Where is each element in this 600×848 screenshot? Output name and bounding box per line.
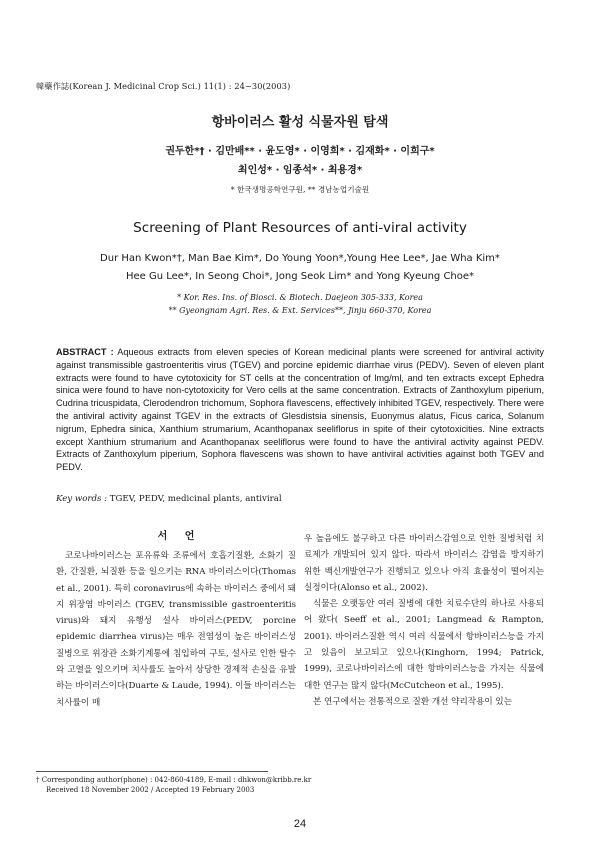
body-paragraph: 코로나바이러스는 포유류와 조류에서 호흡기질환, 소화기 질환, 간질환, 뇌질환 등을 일으키는 RNA 바이러스이다(Thomas et al., 2001). 특히 coronavirus에 속하는 바이러스 중에서 돼지 위장염 바이러스 (TGEV, transmissible gastroenteritis virus)와 돼지 유행성 설사 바이러스(PEDV, porcine epidemic diarrhea virus)는 매우 전염성이 높은 바이러스성 질병으로 위장관 소화기계통에 침입하여 구토, 설사로 인한 탈수와 고열을 일으키며 치사률도 높아서 상당한 경제적 손실을 유발하는 바이러스이다(Duarte & Laude, 1994). 이들 바이러스는 치사률이 매 [56, 551, 296, 708]
footnote-corresponding-author: † Corresponding author(phone) : 042-860-4189, E-mail : dhkwon@kribb.re.kr [36, 776, 312, 784]
footnote [36, 775, 556, 796]
body-column-left [56, 548, 296, 711]
korean-title: 항바이러스 활성 식물자원 탐색 [211, 115, 389, 130]
body-paragraph: 본 연구에서는 전통적으로 질환 개선 약리작용이 있는 [313, 696, 513, 707]
abstract [56, 346, 544, 474]
body-paragraph: 식물은 오랫동안 여러 질병에 대한 치료수단의 하나로 사용되어 왔다( Seeff et al., 2001; Langmead & Rampton, 2001). 바이러스질환 역시 여러 식물에서 항바이러스능을 가지고 있음이 보고되고 있으나(Kinghorn, 1994; Patrick, 1999), 코로나바이러스에 대한 항바이러스능을 가지는 식물에 대한 연구는 많지 않다(McCutcheon et al., 1995). [304, 599, 544, 691]
korean-affiliation: * 한국생명공학연구원, ** 경남농업기술원 [230, 185, 370, 194]
korean-authors-line1: 권두한*† · 김만배** · 윤도영* · 이영희* · 김재화* · 이희구* [165, 146, 435, 157]
journal-citation: 韓藥作誌(Korean J. Medicinal Crop Sci.) 11(1) : 24~30(2003) [36, 81, 291, 91]
section-title-introduction: 서 언 [157, 531, 195, 542]
footnote-divider [36, 771, 268, 772]
english-affiliation [0, 291, 600, 317]
english-title: Screening of Plant Resources of anti-viral activity [133, 220, 467, 236]
body-column-right [304, 531, 544, 710]
keywords [56, 494, 544, 504]
footnote-received-dates: Received 18 November 2002 / Accepted 19 February 2003 [46, 786, 255, 795]
english-authors-line1: Dur Han Kwon*†, Man Bae Kim*, Do Young Yoon*,Young Hee Lee*, Jae Wha Kim* [100, 253, 500, 264]
keywords-text: TGEV, PEDV, medicinal plants, antiviral [109, 494, 282, 504]
english-affiliation-2: ** Gyeongnam Agri. Res. & Ext. Services**, Jinju 660-370, Korea [168, 306, 432, 315]
body-paragraph: 우 높음에도 불구하고 다른 바이러스감염으로 인한 질병처럼 치료제가 개발되어 있지 않다. 따라서 바이러스 감염을 방지하기 위한 백신개발연구가 진행되고 있으나 아직 효율성이 떨어지는 실정이다(Alonso et al., 2002). [304, 534, 544, 593]
english-authors [0, 250, 600, 286]
korean-authors-line2: 최인성* · 임종석* · 최용경* [237, 165, 363, 176]
abstract-label: ABSTRACT : [56, 347, 114, 357]
keywords-label: Key words : [56, 494, 108, 504]
abstract-text: Aqueous extracts from eleven species of Korean medicinal plants were screened for antiviral activity against transmissible gastroenteritis virus (TGEV) and porcine epidemic diarrhae virus (PEDV). Seven of eleven plant extracts were found to have cytotoxicity for ST cells at the concentration of lmg/ml, and ten extracts except Ephedra sinica were found to have non-cytotoxicity for Vero cells at the same concentration. Extracts of Zanthoxylum piperium, Cudrina tricuspidata, Clerodendron trichomum, Sophora flavescens, effectively inhibited TGEV, respectively. There were the antiviral activity against TGEV in the extracts of Glesdistsia sinensis, Euonymus alatus, Ficus carica, Solanum nigrum, Ephedra sinica, Xanthium strumarium, Acanthopanax seeliflorus in spite of their cytotoxicities. Nine extracts except Xanthium strumarium and Acanthopanax seeliflorus were found to have the antiviral activity against PEDV. Extracts of Zanthoxylum piperium, Sophora flavescens was shown to have antiviral activities against both TGEV and PEDV. [56, 347, 545, 473]
english-authors-line2: Hee Gu Lee*, In Seong Choi*, Jong Seok Lim* and Yong Kyeung Choe* [125, 271, 475, 282]
korean-authors [0, 142, 600, 180]
english-affiliation-1: * Kor. Res. Ins. of Biosci. & Biotech. Daejeon 305-333, Korea [177, 293, 423, 302]
page-number: 24 [293, 818, 307, 830]
